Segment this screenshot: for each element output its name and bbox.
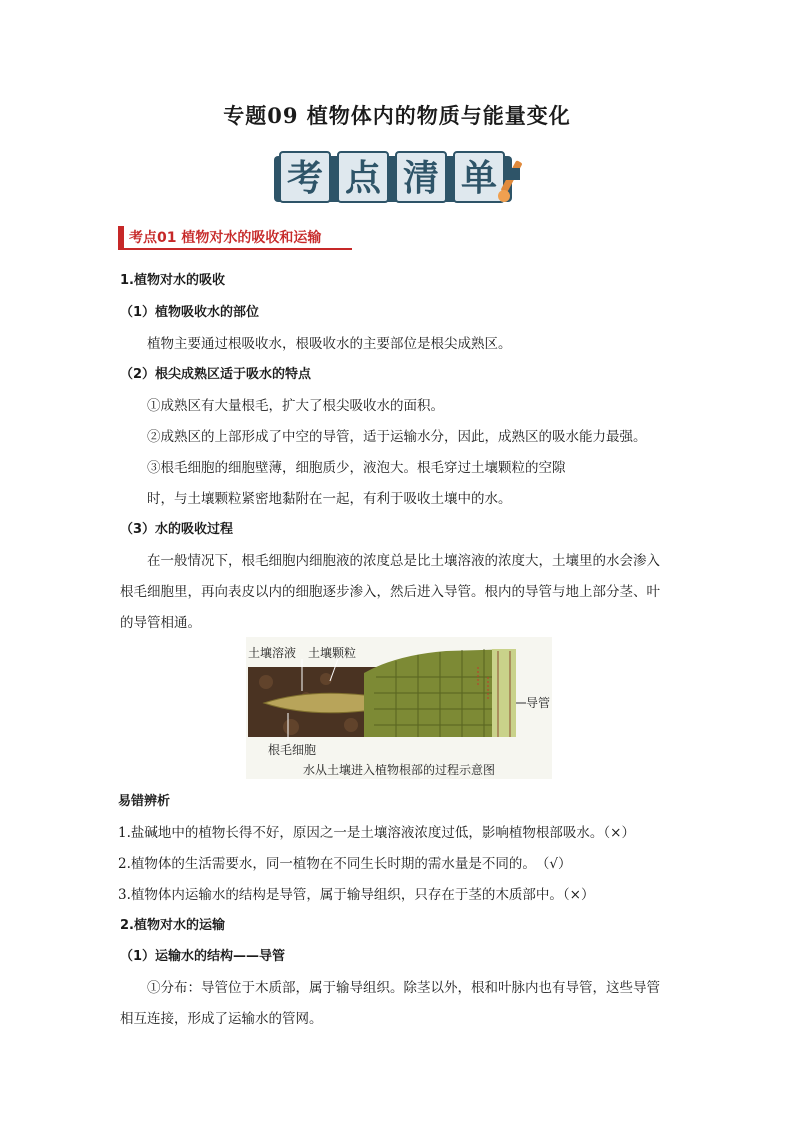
paragraph-7: 根毛细胞里，再向表皮以内的细胞逐步渗入，然后进入导管。根内的导管与地上部分茎、叶 xyxy=(120,584,660,600)
figure-caption: 水从土壤进入植物根部的过程示意图 xyxy=(302,763,496,777)
section-header xyxy=(118,226,352,250)
label-soil-solution: 土壤溶液 xyxy=(248,646,297,660)
paragraph-4: ③根毛细胞的细胞壁薄，细胞质少，液泡大。根毛穿过土壤颗粒的空隙 xyxy=(147,460,566,476)
error-item-1: 1.盐碱地中的植物长得不好，原因之一是土壤溶液浓度过低，影响植物根部吸水。（×） xyxy=(118,825,635,841)
label-vessel: 导管 xyxy=(526,696,551,710)
error-item-3: 3.植物体内运输水的结构是导管，属于输导组织，只存在于茎的木质部中。（×） xyxy=(118,887,595,903)
section-marker xyxy=(118,226,124,248)
paragraph-5: 时，与土壤颗粒紧密地黏附在一起，有利于吸收土壤中的水。 xyxy=(147,491,512,507)
paragraph-9: ①分布：导管位于木质部，属于输导组织。除茎以外，根和叶脉内也有导管，这些导管 xyxy=(147,980,660,996)
paragraph-6: 在一般情况下，根毛细胞内细胞液的浓度总是比土壤溶液的浓度大，土壤里的水会渗入 xyxy=(147,553,660,569)
banner-char-2: 点 xyxy=(344,157,382,199)
page-title: 专题09 植物体内的物质与能量变化 xyxy=(223,103,571,128)
heading-1c: （3）水的吸收过程 xyxy=(120,522,234,537)
error-item-2: 2.植物体的生活需要水，同一植物在不同生长时期的需水量是不同的。 （√） xyxy=(118,856,572,872)
root-water-figure xyxy=(246,637,552,779)
section-title: 考点01 植物对水的吸收和运输 xyxy=(129,230,322,246)
book-icon xyxy=(504,168,520,180)
paragraph-8: 的导管相通。 xyxy=(120,615,201,631)
paragraph-2: ①成熟区有大量根毛，扩大了根尖吸收水的面积。 xyxy=(147,398,444,414)
banner-kaodian-qingdan xyxy=(272,150,528,206)
banner-char-3: 清 xyxy=(402,157,440,199)
heading-2: 2.植物对水的运输 xyxy=(120,918,225,933)
paragraph-1: 植物主要通过根吸收水，根吸收水的主要部位是根尖成熟区。 xyxy=(147,336,512,352)
heading-1b: （2）根尖成熟区适于吸水的特点 xyxy=(120,367,312,382)
heading-1: 1.植物对水的吸收 xyxy=(120,273,225,288)
heading-1a: （1）植物吸收水的部位 xyxy=(120,305,260,320)
banner-char-4: 单 xyxy=(460,157,498,199)
banner-char-1: 考 xyxy=(286,157,324,199)
heading-2a: （1）运输水的结构——导管 xyxy=(120,949,286,964)
paragraph-10: 相互连接，形成了运输水的管网。 xyxy=(120,1011,323,1027)
label-root-hair-cell: 根毛细胞 xyxy=(268,743,317,757)
error-analysis-heading: 易错辨析 xyxy=(118,794,171,809)
paragraph-3: ②成熟区的上部形成了中空的导管，适于运输水分，因此，成熟区的吸水能力最强。 xyxy=(147,429,647,445)
label-soil-particle: 土壤颗粒 xyxy=(308,646,357,660)
